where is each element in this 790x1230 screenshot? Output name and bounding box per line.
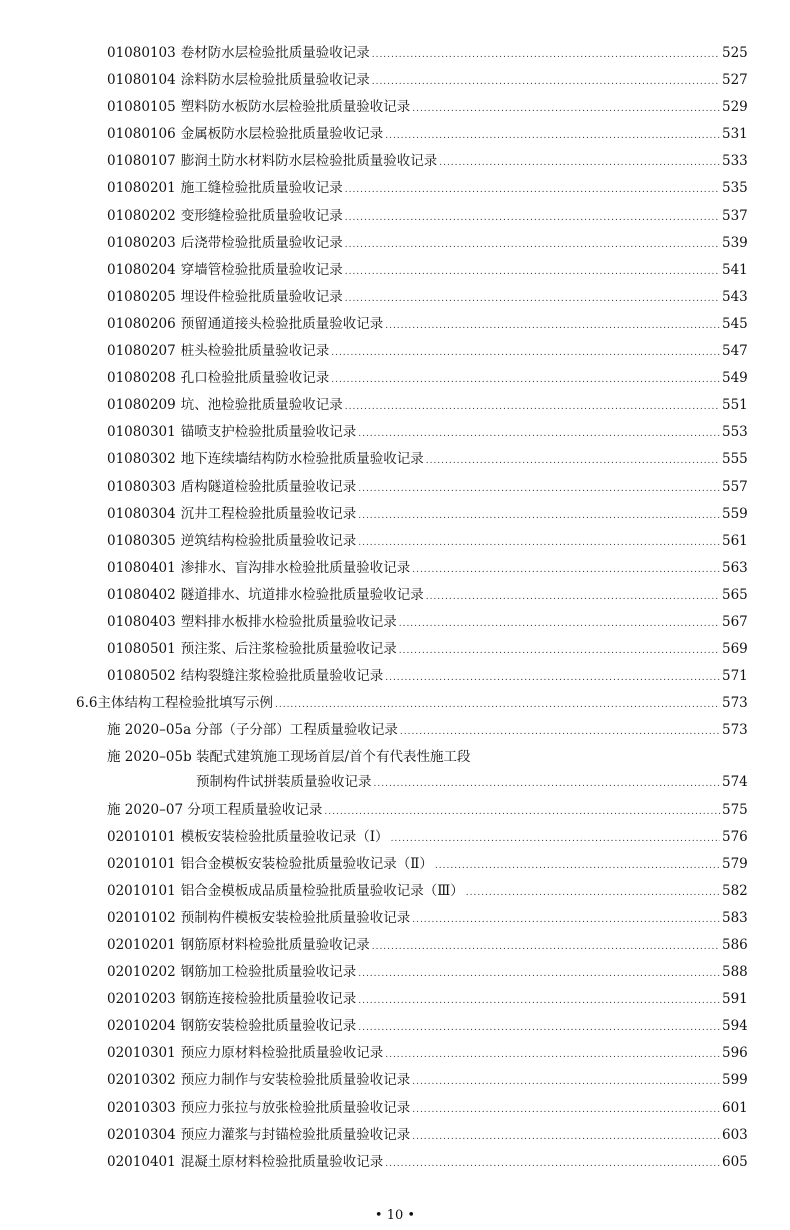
entry-title: 桩头检验批质量验收记录 [180, 343, 330, 360]
page-number: 579 [722, 855, 748, 872]
entry-title: 孔口检验批质量验收记录 [180, 370, 330, 387]
leader-dots [435, 853, 720, 880]
entry-code: 01080303 [107, 478, 176, 495]
page-number: 573 [722, 722, 748, 739]
toc-row[interactable] [0, 905, 790, 932]
toc-row[interactable] [0, 203, 790, 230]
entry-title: 结构裂缝注浆检验批质量验收记录 [180, 668, 384, 685]
page-number: 573 [722, 695, 748, 712]
page-number: 586 [722, 937, 748, 953]
entry-code: 02010303 [107, 1099, 176, 1116]
entry-title: 钢筋原材料检验批质量验收记录 [180, 937, 370, 953]
entry-title: 施 2020–05a 分部（子分部）工程质量验收记录 [107, 722, 398, 739]
leader-dots [426, 448, 720, 475]
leader-dots [331, 340, 720, 367]
leader-dots [358, 503, 720, 530]
entry-code: 01080301 [107, 424, 176, 441]
entry-title: 埋设件检验批质量验收记录 [180, 288, 343, 305]
entry-title: 塑料防水板防水层检验批质量验收记录 [180, 99, 411, 116]
page-number: 561 [722, 532, 748, 549]
entry-code: 01080201 [107, 180, 176, 197]
leader-dots [358, 530, 720, 557]
toc-row[interactable] [0, 932, 790, 959]
toc-row[interactable] [0, 636, 790, 663]
entry-title: 预留通道接头检验批质量验收记录 [180, 315, 384, 332]
leader-dots [324, 799, 720, 826]
entry-code: 02010101 [107, 882, 176, 899]
page-number: 567 [722, 613, 748, 630]
leader-dots [345, 259, 720, 286]
page-number: 547 [722, 343, 748, 360]
page-number: 541 [722, 261, 748, 278]
entry-code: 02010101 [107, 828, 176, 845]
page-number: 575 [722, 801, 748, 818]
toc-row[interactable] [0, 1149, 790, 1176]
entry-code: 01080104 [107, 72, 176, 89]
page-number: 605 [722, 1153, 748, 1170]
toc-row[interactable] [0, 121, 790, 148]
toc-row[interactable] [0, 555, 790, 582]
entry-title: 金属板防水层检验批质量验收记录 [180, 126, 384, 143]
entry-code: 01080106 [107, 126, 176, 143]
toc-row[interactable] [0, 419, 790, 446]
section-number: 6.6 [76, 695, 98, 712]
page-number: 553 [722, 424, 748, 441]
page-number: 596 [722, 1045, 748, 1062]
entry-title: 钢筋加工检验批质量验收记录 [180, 964, 357, 981]
toc-row[interactable] [0, 94, 790, 121]
toc-row[interactable] [0, 1122, 790, 1149]
entry-title: 盾构隧道检验批质量验收记录 [180, 478, 357, 495]
entry-code: 01080401 [107, 559, 176, 576]
entry-title: 钢筋安装检验批质量验收记录 [180, 1018, 357, 1035]
page-number: 574 [722, 774, 748, 791]
toc-row[interactable] [0, 446, 790, 473]
entry-code: 01080207 [107, 343, 176, 360]
entry-code: 01080202 [107, 207, 176, 224]
entry-code: 01080304 [107, 505, 176, 522]
toc-row-form-07[interactable] [0, 797, 790, 824]
entry-title: 穿墙管检验批质量验收记录 [180, 261, 343, 278]
entry-code: 01080105 [107, 99, 176, 116]
entry-title: 预应力制作与安装检验批质量验收记录 [180, 1072, 411, 1089]
leader-dots [331, 367, 720, 394]
toc-row-form-05a[interactable] [0, 717, 790, 744]
entry-code: 01080209 [107, 397, 176, 414]
entry-code: 02010203 [107, 991, 176, 1008]
toc-row[interactable] [0, 1013, 790, 1040]
toc-row[interactable] [0, 851, 790, 878]
entry-title: 铝合金模板安装检验批质量验收记录（Ⅱ） [180, 855, 433, 872]
leader-dots [412, 907, 720, 934]
leader-dots [358, 1015, 720, 1042]
entry-code: 02010102 [107, 909, 176, 926]
page-number: 555 [722, 451, 748, 468]
page-number: 545 [722, 315, 748, 332]
toc-row[interactable] [0, 986, 790, 1013]
leader-dots [345, 394, 720, 421]
page-number: 576 [722, 828, 748, 845]
leader-dots [385, 665, 720, 692]
leader-dots [374, 771, 721, 798]
entry-title: 混凝土原材料检验批质量验收记录 [180, 1153, 384, 1170]
toc-row[interactable] [0, 230, 790, 257]
entry-title: 预应力原材料检验批质量验收记录 [180, 1045, 384, 1062]
toc-row[interactable] [0, 474, 790, 501]
entry-code: 01080501 [107, 641, 176, 658]
leader-dots [399, 611, 720, 638]
page-number: 527 [722, 72, 748, 89]
page-number: 594 [722, 1018, 748, 1035]
entry-title: 渗排水、盲沟排水检验批质量验收记录 [180, 559, 411, 576]
leader-dots [412, 1124, 720, 1151]
entry-title: 后浇带检验批质量验收记录 [180, 234, 343, 251]
page-number: 599 [722, 1072, 748, 1089]
entry-title: 预应力灌浆与封锚检验批质量验收记录 [180, 1126, 411, 1143]
page-number: 571 [722, 668, 748, 685]
leader-dots [412, 557, 720, 584]
leader-dots [385, 313, 720, 340]
leader-dots [358, 476, 720, 503]
entry-title: 变形缝检验批质量验收记录 [180, 207, 343, 224]
toc-row[interactable] [0, 365, 790, 392]
toc-row[interactable] [0, 1067, 790, 1094]
page-number: 543 [722, 288, 748, 305]
entry-title: 铝合金模板成品质量检验批质量验收记录（Ⅲ） [180, 882, 464, 899]
page-number: 549 [722, 370, 748, 387]
entry-title: 预应力张拉与放张检验批质量验收记录 [180, 1099, 411, 1116]
leader-dots [391, 826, 720, 853]
leader-dots [426, 584, 720, 611]
toc-row[interactable] [0, 582, 790, 609]
leader-dots [385, 123, 720, 150]
toc-row[interactable] [0, 1095, 790, 1122]
toc-row[interactable] [0, 609, 790, 636]
leader-dots [412, 1069, 720, 1096]
entry-title: 模板安装检验批质量验收记录（Ⅰ） [180, 828, 389, 845]
toc-row[interactable] [0, 40, 790, 67]
entry-code: 01080208 [107, 370, 176, 387]
page-number: 565 [722, 586, 748, 603]
page-number: 603 [722, 1126, 748, 1143]
entry-code: 01080502 [107, 668, 176, 685]
toc-row-form-05b-line2[interactable] [0, 769, 790, 796]
leader-dots [372, 69, 720, 96]
entry-title: 施 2020–07 分项工程质量验收记录 [107, 801, 323, 818]
page-footer-number: • 10 • [374, 1208, 416, 1223]
entry-title: 地下连续墙结构防水检验批质量验收记录 [180, 451, 424, 468]
leader-dots [385, 1042, 720, 1069]
entry-code: 01080203 [107, 234, 176, 251]
table-of-contents [0, 40, 790, 1176]
page-number: 557 [722, 478, 748, 495]
entry-title: 卷材防水层检验批质量验收记录 [180, 45, 370, 61]
toc-row[interactable] [0, 392, 790, 419]
leader-dots [412, 96, 720, 123]
entry-code: 01080103 [107, 45, 176, 61]
entry-code: 01080403 [107, 613, 176, 630]
leader-dots [372, 934, 720, 961]
entry-title: 预注浆、后注浆检验批质量验收记录 [180, 641, 397, 658]
leader-dots [345, 177, 720, 204]
entry-code: 02010301 [107, 1045, 176, 1062]
entry-code: 02010101 [107, 855, 176, 872]
leader-dots [400, 719, 720, 746]
leader-dots [358, 961, 720, 988]
leader-dots [439, 150, 720, 177]
entry-title-continued: 预制构件试拼装质量验收记录 [196, 774, 372, 791]
page-number: 588 [722, 964, 748, 981]
toc-row[interactable] [0, 528, 790, 555]
page-number: 539 [722, 234, 748, 251]
entry-title: 施工缝检验批质量验收记录 [180, 180, 343, 197]
toc-row[interactable] [0, 311, 790, 338]
entry-code: 01080206 [107, 315, 176, 332]
entry-code: 01080205 [107, 288, 176, 305]
page-number: 559 [722, 505, 748, 522]
page-number: 569 [722, 641, 748, 658]
entry-title: 逆筑结构检验批质量验收记录 [180, 532, 357, 549]
page-number: 583 [722, 909, 748, 926]
entry-code: 02010302 [107, 1072, 176, 1089]
toc-row[interactable] [0, 663, 790, 690]
toc-row[interactable] [0, 338, 790, 365]
entry-code: 02010204 [107, 1018, 176, 1035]
entry-title: 施 2020–05b 装配式建筑施工现场首层/首个有代表性施工段 [107, 749, 471, 766]
leader-dots [345, 205, 720, 232]
toc-row[interactable] [0, 824, 790, 851]
entry-code: 01080402 [107, 586, 176, 603]
entry-title: 膨润土防水材料防水层检验批质量验收记录 [180, 153, 438, 170]
entry-title: 坑、池检验批质量验收记录 [180, 397, 343, 414]
section-title: 主体结构工程检验批填写示例 [97, 695, 273, 712]
entry-title: 钢筋连接检验批质量验收记录 [180, 991, 357, 1008]
leader-dots [358, 421, 720, 448]
toc-row[interactable] [0, 67, 790, 94]
leader-dots [399, 638, 720, 665]
entry-title: 涂料防水层检验批质量验收记录 [180, 72, 370, 89]
entry-code: 02010401 [107, 1153, 176, 1170]
entry-code: 02010202 [107, 964, 176, 981]
page-number: 535 [722, 180, 748, 197]
toc-row[interactable] [0, 175, 790, 202]
page-number: 591 [722, 991, 748, 1008]
page-number: 551 [722, 397, 748, 414]
page-number: 529 [722, 99, 748, 116]
toc-row[interactable] [0, 959, 790, 986]
leader-dots [358, 988, 720, 1015]
toc-row[interactable] [0, 501, 790, 528]
entry-code: 01080204 [107, 261, 176, 278]
entry-code: 01080107 [107, 153, 176, 170]
page-number: 525 [722, 45, 748, 61]
entry-code: 01080305 [107, 532, 176, 549]
toc-row-form-05b-line1[interactable] [0, 744, 790, 769]
leader-dots [372, 42, 720, 69]
toc-row[interactable] [0, 148, 790, 175]
entry-title: 沉井工程检验批质量验收记录 [180, 505, 357, 522]
entry-title: 隧道排水、坑道排水检验批质量验收记录 [180, 586, 424, 603]
toc-row[interactable] [0, 1040, 790, 1067]
page-number: 563 [722, 559, 748, 576]
leader-dots [345, 232, 720, 259]
entry-title: 预制构件模板安装检验批质量验收记录 [180, 909, 411, 926]
page-number: 582 [722, 882, 748, 899]
toc-row[interactable] [0, 257, 790, 284]
leader-dots [345, 286, 720, 313]
entry-code: 02010201 [107, 937, 176, 953]
leader-dots [466, 880, 720, 907]
page-number: 537 [722, 207, 748, 224]
toc-section-row[interactable] [0, 690, 790, 717]
leader-dots [275, 692, 720, 719]
page-number: 601 [722, 1099, 748, 1116]
entry-code: 02010304 [107, 1126, 176, 1143]
toc-row[interactable] [0, 878, 790, 905]
entry-title: 锚喷支护检验批质量验收记录 [180, 424, 357, 441]
leader-dots [412, 1097, 720, 1124]
page-number: 533 [722, 153, 748, 170]
page-number: 531 [722, 126, 748, 143]
entry-code: 01080302 [107, 451, 176, 468]
leader-dots [385, 1151, 720, 1178]
entry-title: 塑料排水板排水检验批质量验收记录 [180, 613, 397, 630]
toc-row[interactable] [0, 284, 790, 311]
